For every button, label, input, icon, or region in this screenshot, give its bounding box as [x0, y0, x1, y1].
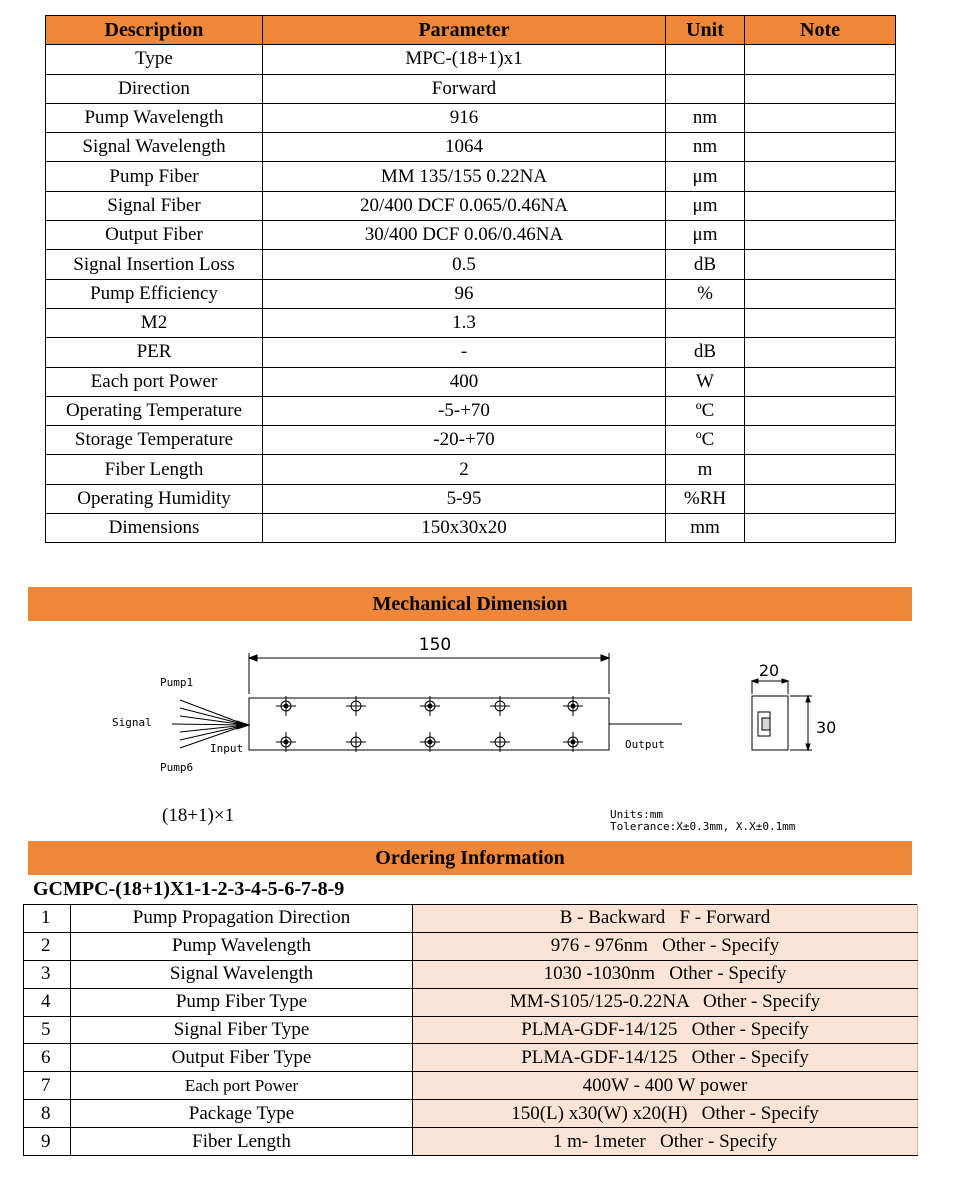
spec-note-cell [745, 338, 896, 367]
spec-unit-cell: dB [666, 250, 745, 279]
spec-parameter-cell: MPC-(18+1)x1 [263, 45, 666, 74]
spec-parameter-cell: 1064 [263, 133, 666, 162]
spec-unit-cell: ºC [666, 426, 745, 455]
signal-label: Signal [112, 716, 152, 729]
spec-description-cell: Fiber Length [46, 455, 263, 484]
order-options-cell: MM-S105/125-0.22NA Other - Specify [413, 988, 918, 1016]
table-row [24, 1044, 918, 1072]
spec-parameter-cell: 96 [263, 279, 666, 308]
spec-description-cell: Dimensions [46, 514, 263, 543]
order-options-cell: 1 m- 1meter Other - Specify [413, 1128, 918, 1156]
spec-note-cell [745, 162, 896, 191]
spec-unit-cell: nm [666, 103, 745, 132]
dim-length-label: 150 [418, 635, 452, 655]
tolerance-text: Tolerance:X±0.3mm, X.X±0.1mm [610, 820, 796, 833]
order-description-cell: Fiber Length [71, 1128, 413, 1156]
order-number-cell: 7 [24, 1072, 71, 1100]
spec-note-cell [745, 45, 896, 74]
order-options-cell: 976 - 976nm Other - Specify [413, 932, 918, 960]
table-row [46, 308, 896, 337]
order-number-cell: 4 [24, 988, 71, 1016]
order-number-cell: 2 [24, 932, 71, 960]
spec-note-cell [745, 367, 896, 396]
spec-description-cell: Pump Efficiency [46, 279, 263, 308]
header-unit: Unit [666, 16, 745, 45]
table-row [46, 45, 896, 74]
spec-note-cell [745, 279, 896, 308]
table-row [46, 426, 896, 455]
spec-description-cell: Signal Fiber [46, 191, 263, 220]
table-row [24, 1100, 918, 1128]
spec-description-cell: Pump Wavelength [46, 103, 263, 132]
order-options-cell: 1030 -1030nm Other - Specify [413, 960, 918, 988]
table-row [46, 367, 896, 396]
spec-note-cell [745, 426, 896, 455]
spec-unit-cell [666, 308, 745, 337]
spec-parameter-cell: MM 135/155 0.22NA [263, 162, 666, 191]
order-description-cell: Each port Power [71, 1072, 413, 1100]
order-description-cell: Signal Wavelength [71, 960, 413, 988]
units-note [610, 809, 795, 833]
order-number-cell: 3 [24, 960, 71, 988]
input-fibers [172, 700, 249, 748]
spec-unit-cell: %RH [666, 484, 745, 513]
input-label: Input [210, 742, 244, 755]
spec-parameter-cell: - [263, 338, 666, 367]
spec-unit-cell: ºC [666, 396, 745, 425]
spec-description-cell: Each port Power [46, 367, 263, 396]
order-options-cell: 150(L) x30(W) x20(H) Other - Specify [413, 1100, 918, 1128]
spec-description-cell: Operating Temperature [46, 396, 263, 425]
table-row [46, 162, 896, 191]
spec-unit-cell: mm [666, 514, 745, 543]
order-options-cell: PLMA-GDF-14/125 Other - Specify [413, 1044, 918, 1072]
spec-parameter-cell: 5-95 [263, 484, 666, 513]
pump-bottom-label: Pump6 [160, 761, 194, 774]
order-options-cell: PLMA-GDF-14/125 Other - Specify [413, 1016, 918, 1044]
spec-description-cell: Operating Humidity [46, 484, 263, 513]
spec-note-cell [745, 103, 896, 132]
spec-note-cell [745, 455, 896, 484]
table-row [46, 221, 896, 250]
spec-unit-cell [666, 74, 745, 103]
order-number-cell: 5 [24, 1016, 71, 1044]
spec-description-cell: Direction [46, 74, 263, 103]
order-number-cell: 9 [24, 1128, 71, 1156]
spec-parameter-cell: 150x30x20 [263, 514, 666, 543]
spec-unit-cell: nm [666, 133, 745, 162]
table-row [24, 1128, 918, 1156]
output-label: Output [625, 738, 665, 751]
header-note: Note [745, 16, 896, 45]
spec-parameter-cell: 1.3 [263, 308, 666, 337]
spec-unit-cell: % [666, 279, 745, 308]
spec-parameter-cell: 0.5 [263, 250, 666, 279]
spec-parameter-cell: 20/400 DCF 0.065/0.46NA [263, 191, 666, 220]
order-number-cell: 6 [24, 1044, 71, 1072]
table-row [24, 905, 918, 933]
spec-description-cell: Pump Fiber [46, 162, 263, 191]
spec-note-cell [745, 74, 896, 103]
spec-description-cell: M2 [46, 308, 263, 337]
order-description-cell: Pump Propagation Direction [71, 905, 413, 933]
spec-parameter-cell: 30/400 DCF 0.06/0.46NA [263, 221, 666, 250]
spec-description-cell: Storage Temperature [46, 426, 263, 455]
order-description-cell: Signal Fiber Type [71, 1016, 413, 1044]
table-row [24, 1072, 918, 1100]
spec-note-cell [745, 514, 896, 543]
table-row [46, 455, 896, 484]
table-row [46, 279, 896, 308]
spec-body [46, 45, 896, 543]
ordering-information-header: Ordering Information [28, 841, 912, 875]
table-row [24, 960, 918, 988]
spec-description-cell: Signal Wavelength [46, 133, 263, 162]
dim-width-label: 20 [758, 661, 780, 680]
spec-note-cell [745, 133, 896, 162]
mechanical-dimension-header: Mechanical Dimension [28, 587, 912, 621]
spec-note-cell [745, 484, 896, 513]
table-row [46, 514, 896, 543]
header-parameter: Parameter [263, 16, 666, 45]
order-description-cell: Pump Wavelength [71, 932, 413, 960]
order-options-cell: B - Backward F - Forward [413, 905, 918, 933]
table-row [24, 1016, 918, 1044]
order-number-cell: 1 [24, 905, 71, 933]
spec-note-cell [745, 308, 896, 337]
table-row [46, 191, 896, 220]
configuration-label: (18+1)×1 [162, 805, 235, 826]
order-description-cell: Pump Fiber Type [71, 988, 413, 1016]
pump-top-label: Pump1 [160, 676, 194, 689]
spec-unit-cell: W [666, 367, 745, 396]
spec-description-cell: Output Fiber [46, 221, 263, 250]
order-number-cell: 8 [24, 1100, 71, 1128]
table-row [24, 988, 918, 1016]
order-description-cell: Package Type [71, 1100, 413, 1128]
spec-description-cell: Signal Insertion Loss [46, 250, 263, 279]
spec-unit-cell: m [666, 455, 745, 484]
table-row [46, 250, 896, 279]
spec-description-cell: Type [46, 45, 263, 74]
ordering-code: GCMPC-(18+1)X1-1-2-3-4-5-6-7-8-9 [33, 878, 345, 900]
ordering-table [23, 904, 918, 1156]
spec-unit-cell: dB [666, 338, 745, 367]
table-row [46, 484, 896, 513]
order-options-cell: 400W - 400 W power [413, 1072, 918, 1100]
spec-unit-cell: μm [666, 162, 745, 191]
spec-parameter-cell: 400 [263, 367, 666, 396]
spec-unit-cell: μm [666, 191, 745, 220]
spec-unit-cell: μm [666, 221, 745, 250]
spec-parameter-cell: -20-+70 [263, 426, 666, 455]
ordering-body [24, 905, 918, 1156]
mount-holes [276, 696, 583, 752]
table-row [46, 74, 896, 103]
spec-parameter-cell: Forward [263, 74, 666, 103]
spec-table [45, 15, 896, 543]
units-text: Units:mm [610, 808, 663, 821]
header-description: Description [46, 16, 263, 45]
spec-note-cell [745, 250, 896, 279]
table-row [24, 932, 918, 960]
spec-parameter-cell: 2 [263, 455, 666, 484]
table-row [46, 103, 896, 132]
spec-unit-cell [666, 45, 745, 74]
dim-height-label: 30 [816, 718, 837, 737]
spec-description-cell: PER [46, 338, 263, 367]
table-row [46, 396, 896, 425]
spec-parameter-cell: -5-+70 [263, 396, 666, 425]
spec-header-row [46, 16, 896, 45]
table-row [46, 338, 896, 367]
spec-note-cell [745, 221, 896, 250]
spec-note-cell [745, 191, 896, 220]
table-row [46, 133, 896, 162]
spec-parameter-cell: 916 [263, 103, 666, 132]
order-description-cell: Output Fiber Type [71, 1044, 413, 1072]
spec-note-cell [745, 396, 896, 425]
